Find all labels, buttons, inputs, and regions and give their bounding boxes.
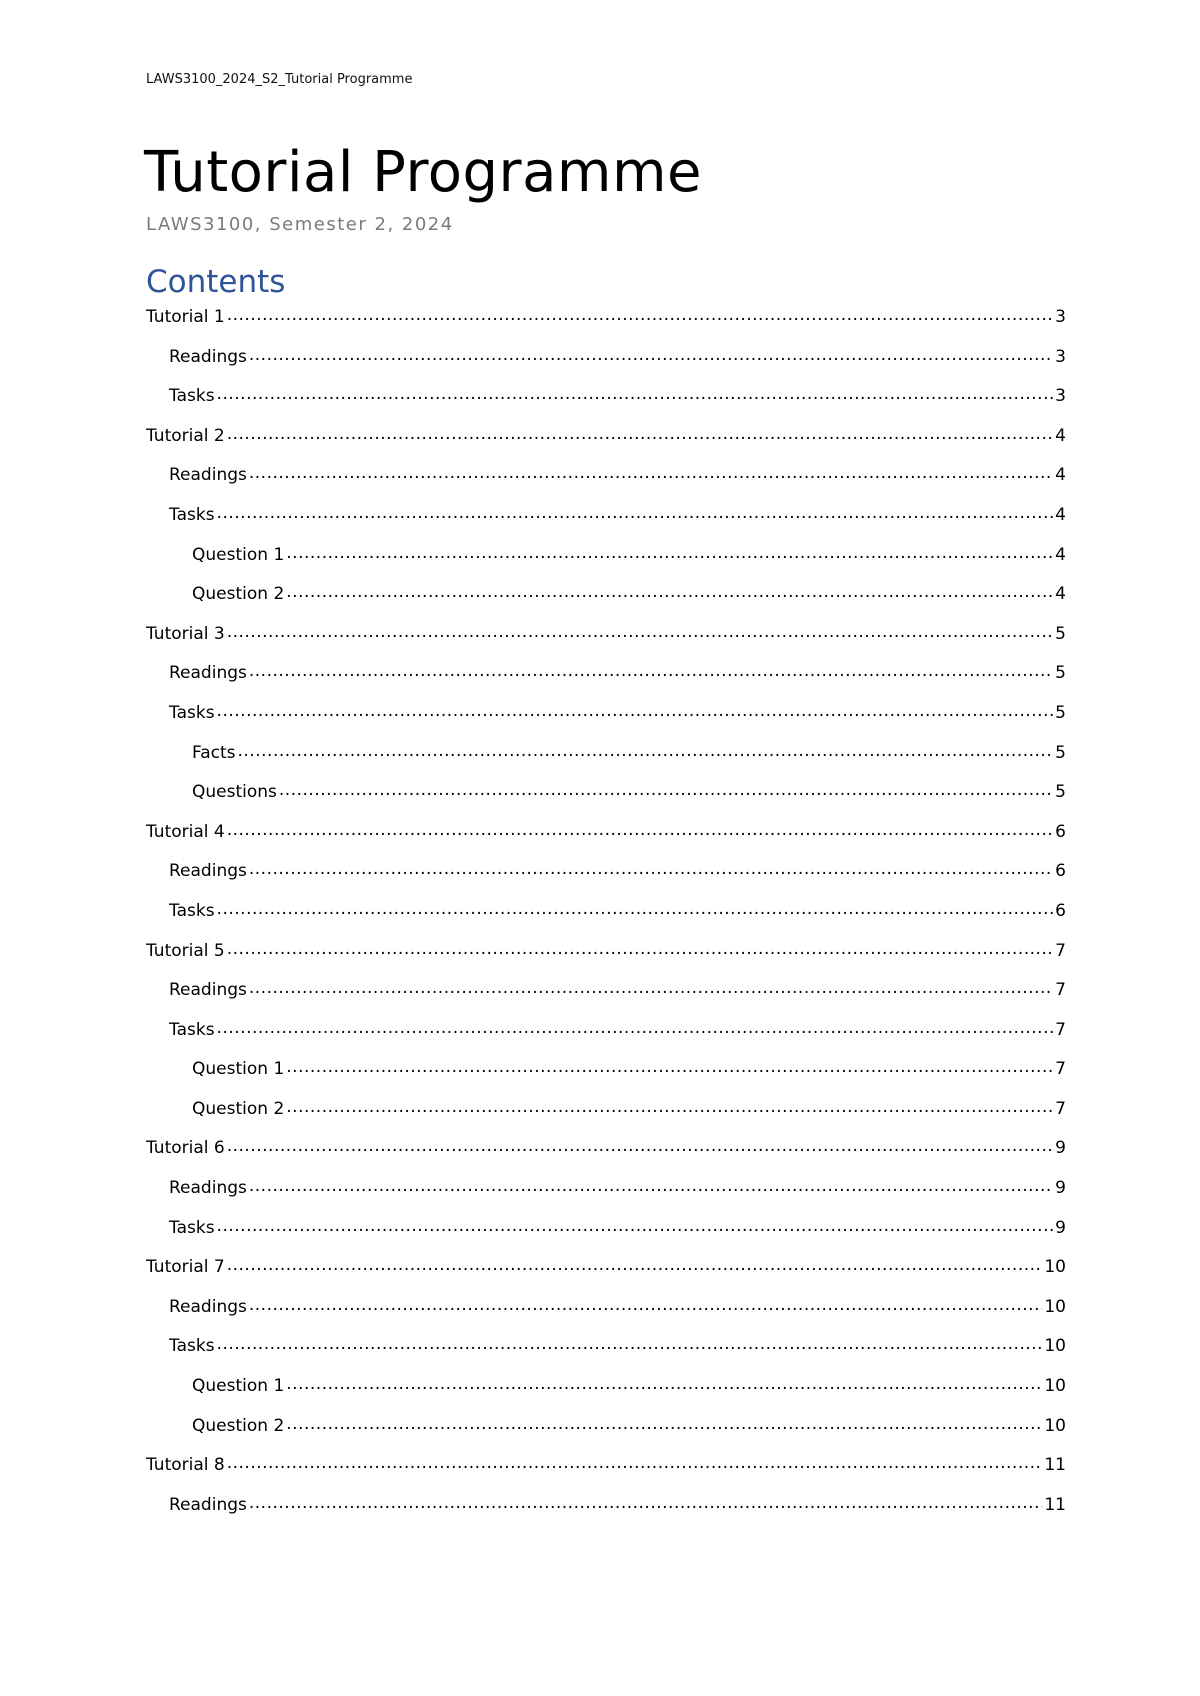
toc-entry[interactable] bbox=[146, 1255, 1066, 1295]
toc-page-number: 9 bbox=[1055, 1138, 1066, 1159]
toc-entry-label: Tutorial 7 bbox=[146, 1257, 225, 1278]
toc-dot-leader bbox=[286, 1097, 1053, 1114]
toc-entry[interactable] bbox=[146, 622, 1066, 662]
toc-entry[interactable] bbox=[146, 463, 1066, 503]
toc-page-number: 3 bbox=[1055, 386, 1066, 407]
toc-dot-leader bbox=[227, 1136, 1053, 1153]
toc-entry-label: Tutorial 4 bbox=[146, 821, 225, 842]
toc-entry-label: Tutorial 1 bbox=[146, 307, 225, 327]
toc-page-number: 9 bbox=[1055, 1178, 1066, 1199]
toc-page-number: 4 bbox=[1055, 584, 1066, 605]
toc-entry-label: Tasks bbox=[169, 1019, 215, 1040]
toc-page-number: 7 bbox=[1055, 980, 1066, 1001]
toc-entry-label: Tutorial 8 bbox=[146, 1455, 225, 1476]
toc-dot-leader bbox=[217, 503, 1054, 520]
toc-dot-leader bbox=[286, 1057, 1053, 1074]
toc-entry[interactable] bbox=[146, 1057, 1066, 1097]
toc-dot-leader bbox=[227, 1255, 1043, 1272]
toc-page-number: 5 bbox=[1055, 663, 1066, 684]
toc-page-number: 10 bbox=[1044, 1296, 1066, 1317]
toc-entry-label: Question 2 bbox=[192, 584, 285, 605]
toc-dot-leader bbox=[227, 424, 1053, 441]
toc-dot-leader bbox=[249, 1295, 1042, 1312]
toc-page-number: 11 bbox=[1044, 1455, 1066, 1476]
toc-entry-label: Readings bbox=[169, 1296, 247, 1317]
toc-entry-label: Readings bbox=[169, 465, 247, 486]
toc-entry[interactable] bbox=[146, 1334, 1066, 1374]
toc-dot-leader bbox=[249, 859, 1053, 876]
contents-heading: Contents bbox=[146, 264, 286, 300]
toc-page-number: 11 bbox=[1044, 1494, 1066, 1515]
toc-entry[interactable] bbox=[146, 543, 1066, 583]
toc-entry-label: Tutorial 2 bbox=[146, 425, 225, 446]
toc-dot-leader bbox=[286, 543, 1053, 560]
toc-dot-leader bbox=[217, 701, 1054, 718]
toc-page-number: 5 bbox=[1055, 702, 1066, 723]
toc-entry-label: Tutorial 5 bbox=[146, 940, 225, 961]
toc-entry-label: Readings bbox=[169, 1494, 247, 1515]
toc-page-number: 3 bbox=[1055, 346, 1066, 367]
document-title: Tutorial Programme bbox=[144, 140, 702, 205]
toc-entry[interactable] bbox=[146, 582, 1066, 622]
toc-entry-label: Tasks bbox=[169, 702, 215, 723]
toc-entry[interactable] bbox=[146, 1097, 1066, 1137]
toc-dot-leader bbox=[286, 1374, 1042, 1391]
toc-page-number: 3 bbox=[1055, 307, 1066, 327]
toc-entry[interactable] bbox=[146, 1374, 1066, 1414]
toc-entry[interactable] bbox=[146, 1018, 1066, 1058]
toc-entry-label: Readings bbox=[169, 346, 247, 367]
toc-dot-leader bbox=[227, 820, 1053, 837]
toc-dot-leader bbox=[227, 939, 1053, 956]
toc-entry[interactable] bbox=[146, 503, 1066, 543]
toc-entry[interactable] bbox=[146, 741, 1066, 781]
toc-page-number: 4 bbox=[1055, 425, 1066, 446]
toc-dot-leader bbox=[249, 345, 1053, 362]
toc-dot-leader bbox=[217, 384, 1054, 401]
toc-dot-leader bbox=[217, 899, 1054, 916]
toc-entry-label: Questions bbox=[192, 782, 277, 803]
toc-page-number: 5 bbox=[1055, 742, 1066, 763]
toc-dot-leader bbox=[227, 1453, 1043, 1470]
toc-entry-label: Tasks bbox=[169, 1336, 215, 1357]
toc-entry[interactable] bbox=[146, 345, 1066, 385]
toc-entry-label: Readings bbox=[169, 980, 247, 1001]
toc-entry[interactable] bbox=[146, 978, 1066, 1018]
toc-page-number: 6 bbox=[1055, 861, 1066, 882]
toc-entry-label: Readings bbox=[169, 861, 247, 882]
running-header: LAWS3100_2024_S2_Tutorial Programme bbox=[146, 72, 413, 87]
toc-entry[interactable] bbox=[146, 939, 1066, 979]
toc-entry[interactable] bbox=[146, 899, 1066, 939]
toc-dot-leader bbox=[238, 741, 1054, 758]
toc-entry-label: Question 2 bbox=[192, 1098, 285, 1119]
toc-entry-label: Readings bbox=[169, 1178, 247, 1199]
toc-page-number: 10 bbox=[1044, 1336, 1066, 1357]
toc-dot-leader bbox=[217, 1216, 1054, 1233]
toc-entry[interactable] bbox=[146, 1136, 1066, 1176]
toc-entry-label: Facts bbox=[192, 742, 236, 763]
toc-page-number: 4 bbox=[1055, 544, 1066, 565]
toc-entry[interactable] bbox=[146, 1295, 1066, 1335]
toc-page-number: 4 bbox=[1055, 504, 1066, 525]
toc-dot-leader bbox=[249, 1176, 1053, 1193]
toc-page-number: 6 bbox=[1055, 821, 1066, 842]
toc-page-number: 10 bbox=[1044, 1257, 1066, 1278]
toc-page-number: 7 bbox=[1055, 1019, 1066, 1040]
toc-entry-label: Tutorial 6 bbox=[146, 1138, 225, 1159]
toc-entry[interactable] bbox=[146, 1176, 1066, 1216]
toc-entry[interactable] bbox=[146, 820, 1066, 860]
toc-dot-leader bbox=[249, 978, 1053, 995]
toc-page-number: 7 bbox=[1055, 1059, 1066, 1080]
toc-dot-leader bbox=[249, 463, 1053, 480]
toc-entry[interactable] bbox=[146, 1216, 1066, 1256]
toc-entry-label: Tasks bbox=[169, 504, 215, 525]
toc-entry[interactable] bbox=[146, 1453, 1066, 1493]
toc-entry-label: Question 2 bbox=[192, 1415, 285, 1436]
toc-page-number: 10 bbox=[1044, 1415, 1066, 1436]
toc-page-number: 10 bbox=[1044, 1376, 1066, 1397]
toc-entry[interactable] bbox=[146, 859, 1066, 899]
toc-entry-label: Tasks bbox=[169, 386, 215, 407]
toc-entry-label: Tasks bbox=[169, 1217, 215, 1238]
toc-entry[interactable] bbox=[146, 780, 1066, 820]
toc-dot-leader bbox=[217, 1018, 1054, 1035]
toc-entry[interactable] bbox=[146, 424, 1066, 464]
toc-dot-leader bbox=[286, 1414, 1042, 1431]
toc-dot-leader bbox=[279, 780, 1053, 797]
toc-page-number: 5 bbox=[1055, 782, 1066, 803]
toc-dot-leader bbox=[249, 661, 1053, 678]
toc-dot-leader bbox=[227, 622, 1053, 639]
toc-page-number: 5 bbox=[1055, 623, 1066, 644]
table-of-contents bbox=[146, 305, 1066, 1532]
toc-entry-label: Tasks bbox=[169, 900, 215, 921]
toc-entry[interactable] bbox=[146, 1414, 1066, 1454]
toc-page-number: 7 bbox=[1055, 940, 1066, 961]
toc-entry-label: Tutorial 3 bbox=[146, 623, 225, 644]
toc-entry-label: Question 1 bbox=[192, 1376, 285, 1397]
toc-page-number: 6 bbox=[1055, 900, 1066, 921]
toc-page-number: 9 bbox=[1055, 1217, 1066, 1238]
toc-entry[interactable] bbox=[146, 384, 1066, 424]
toc-page-number: 4 bbox=[1055, 465, 1066, 486]
toc-entry-label: Readings bbox=[169, 663, 247, 684]
toc-dot-leader bbox=[249, 1493, 1042, 1510]
toc-entry[interactable] bbox=[146, 305, 1066, 345]
document-subtitle: LAWS3100, Semester 2, 2024 bbox=[146, 214, 454, 235]
toc-dot-leader bbox=[286, 582, 1053, 599]
toc-dot-leader bbox=[217, 1334, 1043, 1351]
toc-entry[interactable] bbox=[146, 1493, 1066, 1533]
toc-entry-label: Question 1 bbox=[192, 544, 285, 565]
toc-page-number: 7 bbox=[1055, 1098, 1066, 1119]
toc-entry[interactable] bbox=[146, 661, 1066, 701]
toc-entry[interactable] bbox=[146, 701, 1066, 741]
toc-entry-label: Question 1 bbox=[192, 1059, 285, 1080]
toc-dot-leader bbox=[227, 305, 1053, 322]
